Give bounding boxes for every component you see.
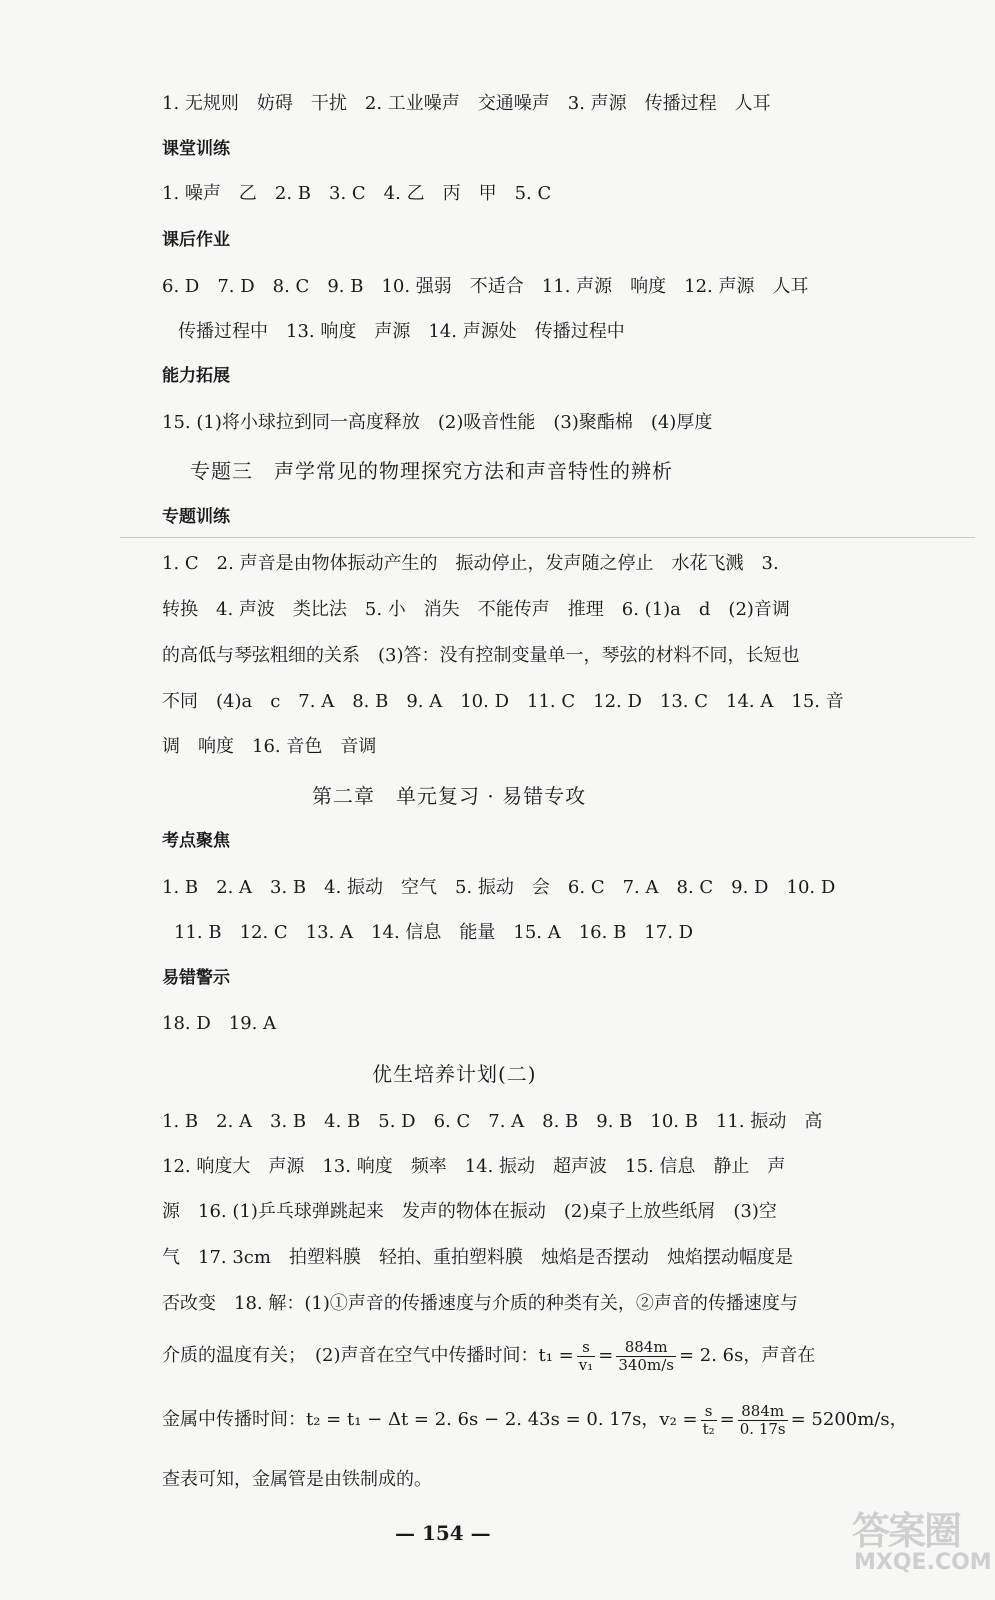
fraction-denominator: 0. 17s [739, 1419, 786, 1438]
section-heading-kehou: 课后作业 [162, 230, 230, 250]
section-heading-yicuo: 易错警示 [162, 968, 230, 988]
divider-line [120, 537, 975, 538]
fraction-denominator: v₁ [578, 1355, 594, 1374]
fraction-numerator: 884m [616, 1339, 676, 1357]
fraction-denominator: t₂ [702, 1419, 715, 1438]
equation-text: = 2. 6s，声音在 [678, 1345, 816, 1366]
answer-line: 1. B 2. A 3. B 4. B 5. D 6. C 7. A 8. B 9. B 10. B 11. 振动 高 [162, 1111, 823, 1132]
equation-line [162, 1336, 815, 1376]
page-number: — 154 — [395, 1521, 491, 1545]
answer-line: 调 响度 16. 音色 音调 [162, 736, 377, 757]
equation-text: = [719, 1409, 735, 1430]
fraction [701, 1403, 717, 1438]
answer-line: 1. B 2. A 3. B 4. 振动 空气 5. 振动 会 6. C 7. A 8. C 9. D 10. D [162, 877, 836, 898]
fraction [738, 1403, 788, 1438]
section-heading-ketang: 课堂训练 [162, 139, 230, 159]
answer-line: 传播过程中 13. 响度 声源 14. 声源处 传播过程中 [178, 321, 625, 342]
answer-line: 1. 无规则 妨碍 干扰 2. 工业噪声 交通噪声 3. 声源 传播过程 人耳 [162, 93, 771, 114]
answer-line: 源 16. (1)乒乓球弹跳起来 发声的物体在振动 (2)桌子上放些纸屑 (3)空 [162, 1201, 777, 1222]
equation-text: = 5200m/s， [790, 1409, 908, 1430]
answer-line: 11. B 12. C 13. A 14. 信息 能量 15. A 16. B 17. D [174, 922, 694, 943]
watermark-logo: 答案圈 [852, 1509, 961, 1553]
answer-line: 查表可知，金属管是由铁制成的。 [162, 1469, 432, 1490]
answer-line: 6. D 7. D 8. C 9. B 10. 强弱 不适合 11. 声源 响度 12. 声源 人耳 [162, 276, 809, 297]
chapter-two-review-title: 第二章 单元复习 · 易错专攻 [312, 784, 587, 808]
equation-line [162, 1400, 908, 1440]
fraction [577, 1339, 596, 1374]
fraction-numerator: 884m [738, 1403, 788, 1421]
equation-text: = [598, 1345, 614, 1366]
fraction-numerator: s [701, 1403, 717, 1421]
answer-line: 不同 (4)a c 7. A 8. B 9. A 10. D 11. C 12. D 13. C 14. A 15. 音 [162, 691, 844, 712]
section-heading-kaodian: 考点聚焦 [162, 831, 230, 851]
topic-three-title: 专题三 声学常见的物理探究方法和声音特性的辨析 [190, 459, 673, 483]
excellence-plan-title: 优生培养计划(二) [372, 1062, 537, 1086]
watermark-url: MXQE.COM [854, 1550, 992, 1575]
answer-line: 气 17. 3cm 拍塑料膜 轻拍、重拍塑料膜 烛焰是否摆动 烛焰摆动幅度是 [162, 1247, 793, 1268]
section-heading-nengli: 能力拓展 [162, 366, 230, 386]
answer-line: 1. C 2. 声音是由物体振动产生的 振动停止，发声随之停止 水花飞溅 3. [162, 553, 779, 574]
answer-line: 否改变 18. 解：(1)①声音的传播速度与介质的种类有关，②声音的传播速度与 [162, 1293, 798, 1314]
fraction-numerator: s [577, 1339, 596, 1357]
section-heading-zhuanti: 专题训练 [162, 507, 230, 527]
answer-line: 18. D 19. A [162, 1013, 277, 1034]
answer-line: 1. 噪声 乙 2. B 3. C 4. 乙 丙 甲 5. C [162, 183, 552, 204]
answer-line: 15. (1)将小球拉到同一高度释放 (2)吸音性能 (3)聚酯棉 (4)厚度 [162, 412, 713, 433]
answer-line: 12. 响度大 声源 13. 响度 频率 14. 振动 超声波 15. 信息 静止 声 [162, 1156, 786, 1177]
fraction [616, 1339, 676, 1374]
equation-text: 介质的温度有关； (2)声音在空气中传播时间：t₁ = [162, 1345, 574, 1366]
answer-line: 的高低与琴弦粗细的关系 (3)答：没有控制变量单一，琴弦的材料不同，长短也 [162, 645, 800, 666]
watermark [852, 1500, 992, 1592]
answer-line: 转换 4. 声波 类比法 5. 小 消失 不能传声 推理 6. (1)a d (2)音调 [162, 599, 790, 620]
fraction-denominator: 340m/s [618, 1355, 674, 1374]
equation-text: 金属中传播时间：t₂ = t₁ − Δt = 2. 6s − 2. 43s = 0. 17s，v₂ = [162, 1409, 698, 1430]
